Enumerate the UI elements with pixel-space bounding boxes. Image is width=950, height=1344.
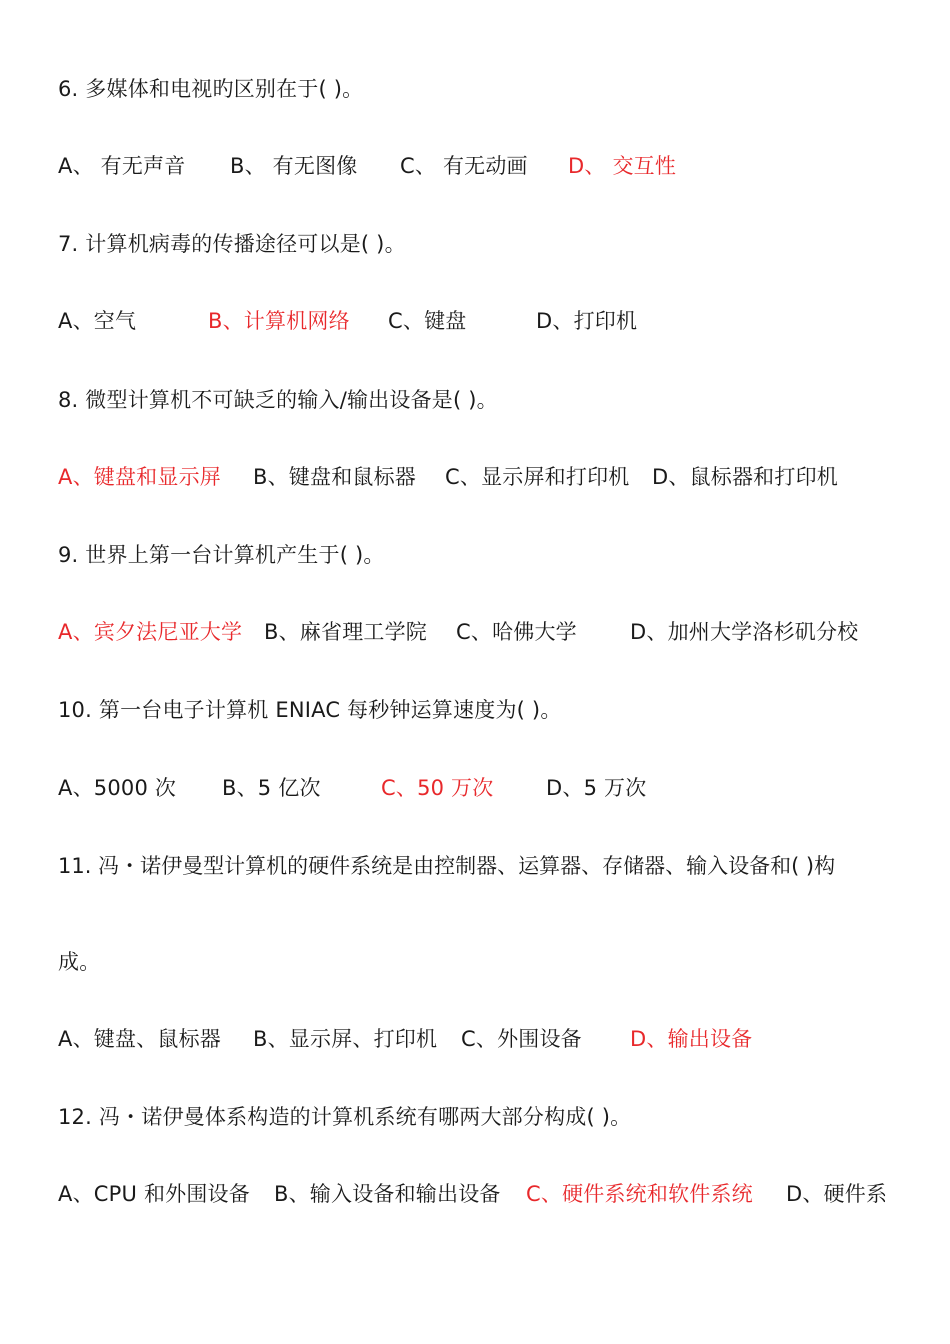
question-11-stem: 11. 冯・诺伊曼型计算机的硬件系统是由控制器、运算器、存储器、输入设备和( )构 [58,854,836,878]
option-a: A、键盘、鼠标器 [58,1027,221,1051]
option-d: D、加州大学洛杉矶分校 [630,620,859,644]
option-b: B、键盘和鼠标器 [253,465,417,489]
question-12-stem: 12. 冯・诺伊曼体系构造的计算机系统有哪两大部分构成( )。 [58,1105,632,1129]
option-d: D、鼠标器和打印机 [652,465,838,489]
option-c: C、 有无动画 [400,154,528,178]
question-6-stem: 6. 多媒体和电视旳区别在于( )。 [58,77,364,101]
option-b: B、输入设备和输出设备 [274,1182,501,1206]
option-c-correct: C、50 万次 [381,776,494,800]
question-10-stem: 10. 第一台电子计算机 ENIAC 每秒钟运算速度为( )。 [58,698,562,722]
question-7-stem: 7. 计算机病毒的传播途径可以是( )。 [58,232,406,256]
option-a: A、空气 [58,309,137,333]
option-d-correct: D、输出设备 [630,1027,753,1051]
question-11-stem-continued: 成。 [58,950,101,974]
option-d-correct: D、 交互性 [568,154,677,178]
question-8-stem: 8. 微型计算机不可缺乏的输入/输出设备是( )。 [58,388,498,412]
option-a: A、CPU 和外围设备 [58,1182,250,1206]
question-9-stem: 9. 世界上第一台计算机产生于( )。 [58,543,385,567]
option-d: D、5 万次 [546,776,647,800]
option-c: C、哈佛大学 [456,620,577,644]
option-b: B、 有无图像 [230,154,358,178]
option-b: B、麻省理工学院 [264,620,428,644]
option-c-correct: C、硬件系统和软件系统 [526,1182,753,1206]
option-a-correct: A、键盘和显示屏 [58,465,221,489]
option-a: A、 有无声音 [58,154,186,178]
option-c: C、显示屏和打印机 [445,465,630,489]
option-a: A、5000 次 [58,776,177,800]
option-b-correct: B、计算机网络 [208,309,350,333]
option-a-correct: A、宾夕法尼亚大学 [58,620,243,644]
option-b: B、显示屏、打印机 [253,1027,438,1051]
option-c: C、键盘 [388,309,467,333]
option-c: C、外围设备 [461,1027,582,1051]
option-d: D、硬件系 [786,1182,888,1206]
option-d: D、打印机 [536,309,638,333]
option-b: B、5 亿次 [222,776,321,800]
